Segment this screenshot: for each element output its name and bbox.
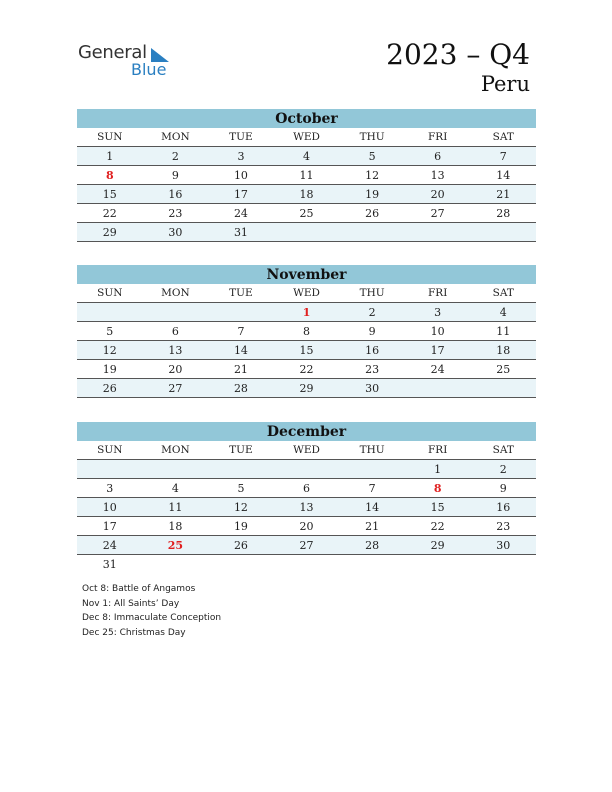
week-row [77,147,536,166]
day-cell: 27 [430,207,445,220]
weekday-label: FRI [428,131,448,143]
weekday-label: WED [293,444,320,456]
day-cell: 15 [430,501,445,514]
day-cell: 26 [102,382,117,395]
logo-blue-text: Blue [131,60,167,79]
week-row [77,185,536,204]
logo-general-text: General [78,42,147,63]
day-cell: 6 [434,150,442,163]
week-row [77,166,536,185]
month-october [77,109,536,242]
weekday-label: FRI [428,287,448,299]
month-header: December [77,422,536,441]
day-cell: 27 [299,539,314,552]
day-cell [339,223,405,241]
holiday-note: Dec 25: Christmas Day [82,627,186,638]
day-cell: 27 [168,382,183,395]
weekday-label: SUN [97,131,123,143]
day-cell [208,303,274,321]
day-cell: 8 [105,169,114,182]
day-cell: 6 [171,325,179,338]
day-cell: 29 [299,382,314,395]
month-header: October [77,109,536,128]
day-cell: 19 [233,520,248,533]
day-cell: 30 [168,226,183,239]
day-cell: 12 [233,501,248,514]
holiday-notes [82,582,221,640]
day-cell [339,555,405,573]
day-cell [274,555,340,573]
day-cell: 29 [102,226,117,239]
weekday-label: WED [293,287,320,299]
day-cell: 28 [365,539,380,552]
month-header: November [77,265,536,284]
day-cell: 13 [430,169,445,182]
day-cell: 22 [299,363,314,376]
day-cell: 3 [237,150,245,163]
day-cell: 14 [365,501,380,514]
day-cell: 28 [496,207,511,220]
day-cell: 13 [168,344,183,357]
day-cell: 19 [102,363,117,376]
weekday-row [77,441,536,460]
day-cell: 4 [499,306,507,319]
day-cell: 31 [233,226,248,239]
day-cell [405,379,471,397]
weekday-label: SAT [492,287,514,299]
week-row [77,303,536,322]
week-row [77,379,536,398]
weekday-label: MON [161,131,190,143]
day-cell: 30 [496,539,511,552]
day-cell: 11 [496,325,511,338]
day-cell: 1 [106,150,114,163]
day-cell [274,460,340,478]
day-cell: 23 [365,363,380,376]
day-cell: 24 [102,539,117,552]
weekday-label: WED [293,131,320,143]
day-cell: 11 [299,169,314,182]
weekday-label: TUE [229,444,253,456]
day-cell: 16 [168,188,183,201]
day-cell: 30 [365,382,380,395]
day-cell: 3 [106,482,114,495]
day-cell: 24 [430,363,445,376]
day-cell: 20 [430,188,445,201]
weekday-label: THU [359,131,385,143]
country-name: Peru [480,72,530,96]
day-cell [143,303,209,321]
week-row [77,479,536,498]
day-cell: 2 [499,463,507,476]
day-cell: 2 [171,150,179,163]
day-cell: 2 [368,306,376,319]
weekday-row [77,128,536,147]
page-title: 2023 – Q4 [386,38,530,71]
day-cell: 22 [102,207,117,220]
week-row [77,460,536,479]
week-row [77,360,536,379]
day-cell: 25 [496,363,511,376]
week-row [77,223,536,242]
weekday-label: SUN [97,287,123,299]
day-cell: 19 [365,188,380,201]
day-cell [339,460,405,478]
weekday-label: SAT [492,444,514,456]
day-cell: 16 [496,501,511,514]
day-cell: 5 [106,325,114,338]
day-cell: 12 [102,344,117,357]
day-cell: 14 [233,344,248,357]
day-cell: 9 [368,325,376,338]
day-cell: 1 [302,306,311,319]
day-cell: 22 [430,520,445,533]
weekday-label: MON [161,287,190,299]
day-cell: 14 [496,169,511,182]
week-row [77,204,536,223]
day-cell: 10 [233,169,248,182]
day-cell [77,460,143,478]
day-cell: 28 [233,382,248,395]
day-cell: 1 [434,463,442,476]
day-cell: 9 [171,169,179,182]
day-cell: 21 [496,188,511,201]
week-row [77,536,536,555]
day-cell: 17 [233,188,248,201]
day-cell: 17 [102,520,117,533]
day-cell [143,460,209,478]
day-cell: 21 [365,520,380,533]
day-cell: 12 [365,169,380,182]
day-cell: 26 [365,207,380,220]
weekday-label: TUE [229,131,253,143]
weekday-label: THU [359,444,385,456]
day-cell: 8 [303,325,311,338]
holiday-note: Nov 1: All Saints’ Day [82,598,180,609]
day-cell: 23 [496,520,511,533]
week-row [77,341,536,360]
day-cell: 7 [237,325,245,338]
day-cell: 10 [102,501,117,514]
month-november [77,265,536,398]
day-cell: 7 [499,150,507,163]
day-cell [405,223,471,241]
day-cell: 7 [368,482,376,495]
weekday-label: FRI [428,444,448,456]
day-cell: 16 [365,344,380,357]
holiday-note: Dec 8: Immaculate Conception [82,613,222,623]
day-cell: 23 [168,207,183,220]
day-cell [470,555,536,573]
day-cell: 5 [237,482,245,495]
day-cell: 10 [430,325,445,338]
day-cell [143,555,209,573]
day-cell [470,223,536,241]
day-cell [208,460,274,478]
week-row [77,498,536,517]
day-cell: 21 [233,363,248,376]
weekday-label: THU [359,287,385,299]
day-cell: 17 [430,344,445,357]
day-cell: 9 [499,482,507,495]
day-cell [77,303,143,321]
day-cell: 31 [102,558,117,571]
weekday-label: MON [161,444,190,456]
week-row [77,555,536,573]
day-cell: 29 [430,539,445,552]
day-cell [470,379,536,397]
day-cell: 4 [303,150,311,163]
day-cell: 3 [434,306,442,319]
day-cell: 18 [299,188,314,201]
day-cell: 8 [433,482,442,495]
week-row [77,322,536,341]
day-cell: 15 [299,344,314,357]
day-cell [405,555,471,573]
day-cell: 18 [168,520,183,533]
weekday-label: SUN [97,444,123,456]
day-cell: 26 [233,539,248,552]
week-row [77,517,536,536]
month-december [77,422,536,573]
weekday-row [77,284,536,303]
day-cell: 24 [233,207,248,220]
day-cell: 4 [171,482,179,495]
day-cell: 25 [167,539,184,552]
day-cell [208,555,274,573]
day-cell: 5 [368,150,376,163]
day-cell: 25 [299,207,314,220]
day-cell: 20 [168,363,183,376]
day-cell [274,223,340,241]
day-cell: 15 [102,188,117,201]
day-cell: 11 [168,501,183,514]
day-cell: 6 [303,482,311,495]
weekday-label: SAT [492,131,514,143]
day-cell: 20 [299,520,314,533]
holiday-note: Oct 8: Battle of Angamos [82,584,196,594]
weekday-label: TUE [229,287,253,299]
day-cell: 18 [496,344,511,357]
day-cell: 13 [299,501,314,514]
logo [78,42,178,82]
